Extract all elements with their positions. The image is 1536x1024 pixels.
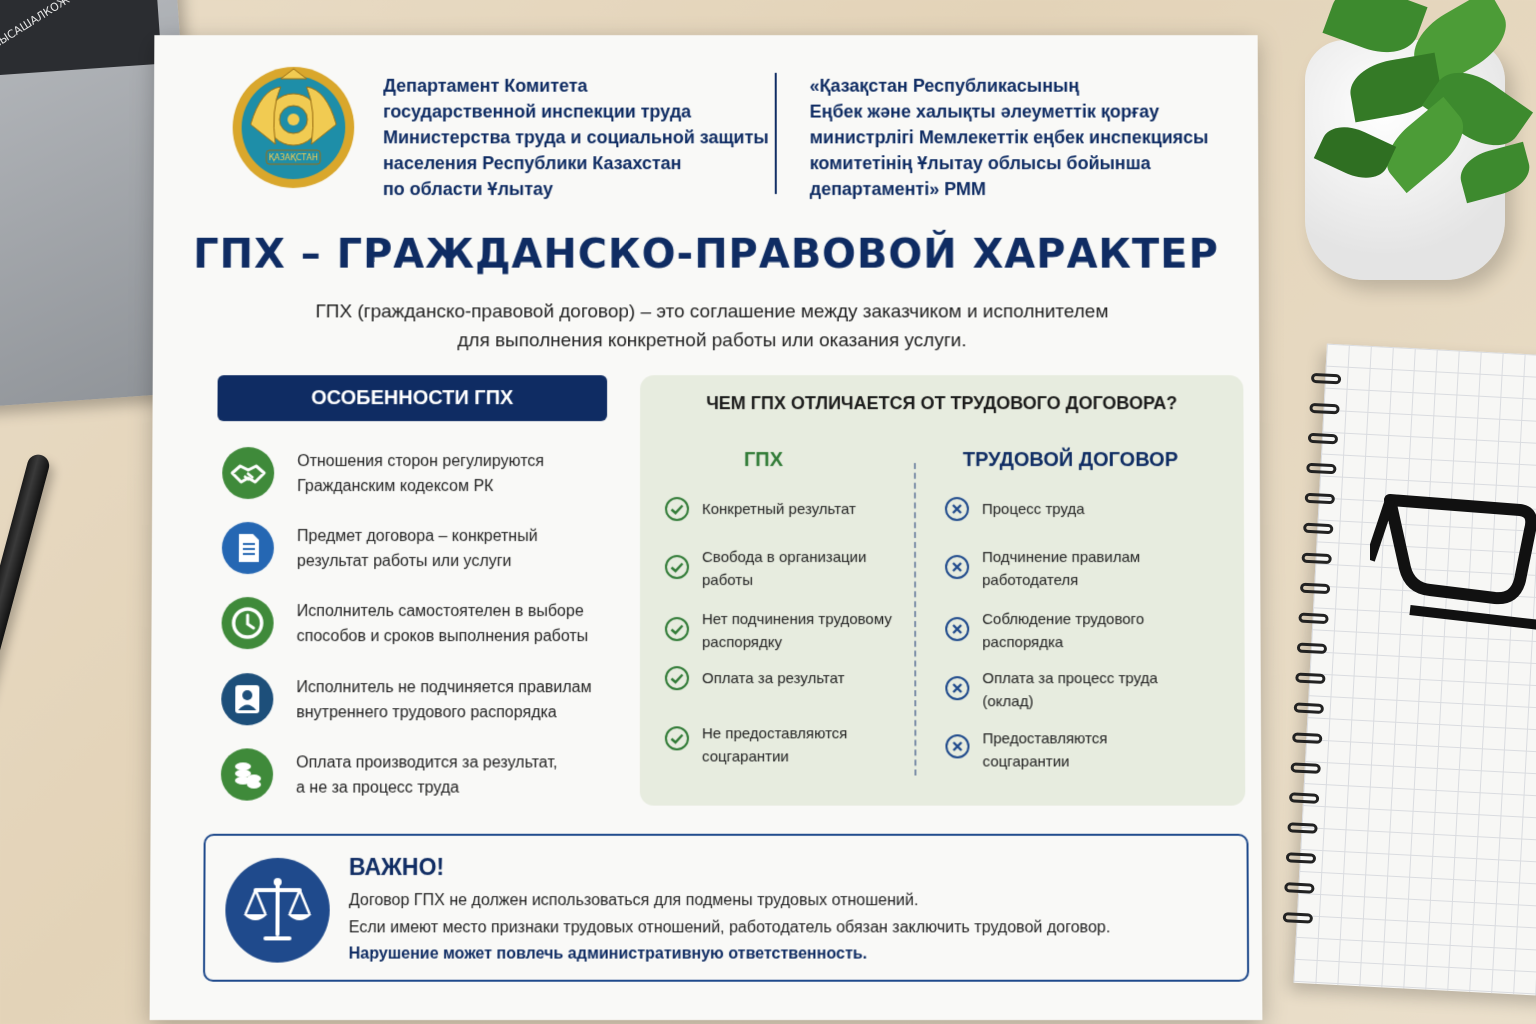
department-name-kz: «Қазақстан Республикасының Еңбек және халықты әлеуметтік қорғау министрлігі Мемлекеттік еңбек инспекциясы комитетінің Ұлытау облысы бойынша департаменті» РММ bbox=[809, 75, 1209, 199]
cross-icon bbox=[944, 616, 970, 642]
column-divider bbox=[914, 463, 917, 775]
check-icon bbox=[664, 725, 690, 751]
check-icon bbox=[664, 665, 690, 691]
main-title: ГПХ – ГРАЖДАНСКО-ПРАВОВОЙ ХАРАКТЕР bbox=[193, 231, 1219, 278]
cross-icon bbox=[944, 733, 970, 759]
handshake-icon bbox=[222, 447, 274, 499]
cross-icon bbox=[944, 554, 970, 580]
coins-icon bbox=[221, 748, 273, 800]
feature-item: Оплата производится за результат, а не за процесс труда bbox=[221, 748, 622, 808]
eyeglasses bbox=[1370, 490, 1536, 680]
important-line: Если имеют место признаки трудовых отношений, работодатель обязан заключить трудовой договор. bbox=[348, 919, 1111, 937]
header-divider bbox=[775, 73, 777, 194]
gph-column-header: ГПХ bbox=[743, 449, 784, 472]
document-icon bbox=[222, 522, 274, 574]
important-title: ВАЖНО! bbox=[348, 853, 445, 881]
feature-item: Исполнитель не подчиняется правилам внутреннего трудового распорядка bbox=[221, 673, 622, 733]
important-warning: Нарушение может повлечь административную ответственность. bbox=[348, 945, 868, 963]
cross-icon bbox=[944, 496, 970, 522]
check-icon bbox=[664, 554, 690, 580]
features-header: ОСОБЕННОСТИ ГПХ bbox=[217, 375, 607, 421]
person-icon bbox=[221, 673, 273, 725]
check-icon bbox=[664, 616, 690, 642]
check-icon bbox=[664, 496, 690, 522]
kazakhstan-emblem bbox=[230, 65, 356, 190]
feature-item: Предмет договора – конкретный результат работы или услуги bbox=[222, 522, 622, 582]
feature-item: Исполнитель самостоятелен в выборе способов и сроков выполнения работы bbox=[221, 597, 622, 657]
scales-of-justice-icon bbox=[225, 858, 330, 963]
pen bbox=[0, 452, 52, 999]
laptop-keyboard bbox=[0, 0, 162, 77]
feature-item: Отношения сторон регулируются Гражданским кодексом РК bbox=[222, 447, 622, 507]
emblem-text: ҚАЗАҚСТАН bbox=[268, 153, 318, 163]
department-name-ru: Департамент Комитета государственной инспекции труда Министерства труда и социальной защиты населения Республики Казахстан по области Ұлытау bbox=[382, 75, 769, 199]
clock-icon bbox=[221, 597, 273, 649]
comparison-panel bbox=[640, 375, 1245, 805]
cross-icon bbox=[944, 675, 970, 701]
important-notice bbox=[203, 834, 1249, 982]
important-line: Договор ГПХ не должен использоваться для подмены трудовых отношений. bbox=[348, 892, 919, 910]
intro-text: ГПХ (гражданско-правовой договор) – это соглашение между заказчиком и исполнителем для выполнения конкретной работы или оказания услуги. bbox=[315, 301, 1109, 352]
labor-contract-column-header: ТРУДОВОЙ ДОГОВОР bbox=[962, 449, 1179, 472]
comparison-title: ЧЕМ ГПХ ОТЛИЧАЕТСЯ ОТ ТРУДОВОГО ДОГОВОРА? bbox=[706, 393, 1178, 414]
info-sheet bbox=[150, 35, 1263, 1020]
